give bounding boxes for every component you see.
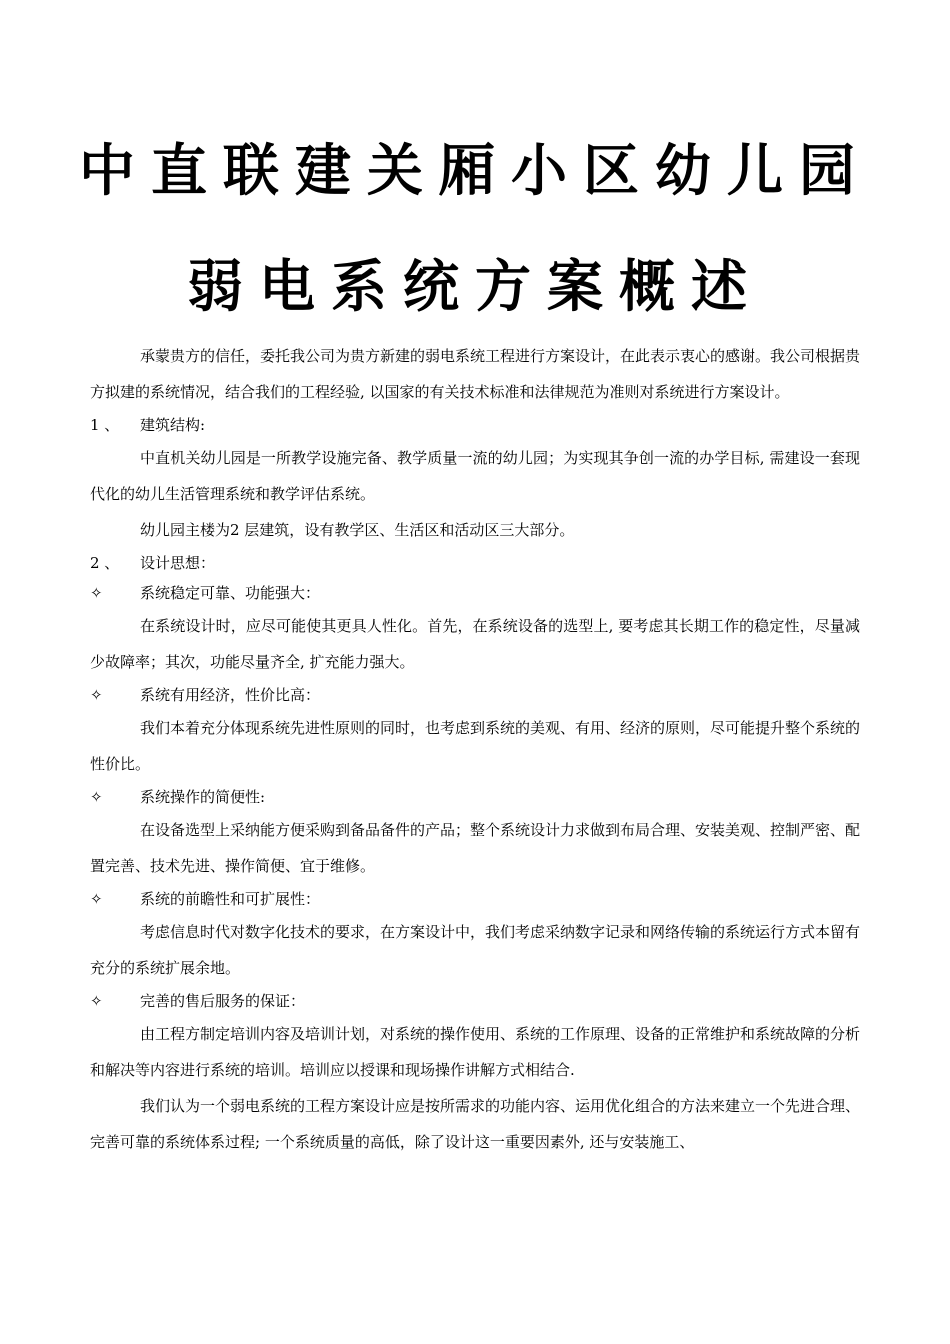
diamond-bullet-icon: ✧: [90, 890, 103, 908]
section-1-paragraph-1: 中直机关幼儿园是一所教学设施完备、教学质量一流的幼儿园；为实现其争创一流的办学目标, 需建设一套现代化的幼儿生活管理系统和教学评估系统。: [90, 449, 860, 503]
bullet-item-text: 在系统设计时，应尽可能使其更具人性化。首先，在系统设备的选型上, 要考虑其长期工作的稳定性，尽量减少故障率；其次，功能尽量齐全, 扩充能力强大。: [90, 617, 860, 671]
closing-paragraph: 我们认为一个弱电系统的工程方案设计应是按所需求的功能内容、运用优化组合的方法来建立一个先进合理、完善可靠的系统体系过程; 一个系统质量的高低，除了设计这一重要因素外, 还与安装施工、: [90, 1097, 861, 1151]
bullet-item-title: 系统操作的简便性:: [140, 788, 266, 806]
document-title-line-2: 弱电系统方案概述: [187, 255, 763, 320]
diamond-bullet-icon: ✧: [90, 788, 103, 806]
bullet-item-title: 系统稳定可靠、功能强大：: [140, 584, 321, 602]
bullet-item-title: 系统的前瞻性和可扩展性：: [140, 890, 321, 908]
diamond-bullet-icon: ✧: [90, 584, 103, 602]
document-title-line-1: 中直联建关厢小区幼儿园: [79, 139, 871, 204]
section-1-paragraph-2: 幼儿园主楼为2 层建筑，设有教学区、生活区和活动区三大部分。: [140, 521, 575, 539]
section-2-title: 设计思想：: [140, 554, 216, 572]
diamond-bullet-icon: ✧: [90, 992, 103, 1010]
bullet-item-heading: [90, 680, 860, 710]
bullet-item-heading: [90, 884, 860, 914]
bullet-item-title: 系统有用经济，性价比高：: [140, 686, 321, 704]
bullet-item-heading: [90, 578, 860, 608]
intro-paragraph: 承蒙贵方的信任，委托我公司为贵方新建的弱电系统工程进行方案设计，在此表示衷心的感谢。我公司根据贵方拟建的系统情况，结合我们的工程经验, 以国家的有关技术标准和法律规范为准则对系统进行方案设计。: [90, 347, 861, 401]
document-body: [90, 338, 860, 1160]
diamond-bullet-icon: ✧: [90, 686, 103, 704]
bullet-item-title: 完善的售后服务的保证：: [140, 992, 306, 1010]
bullet-item-heading: [90, 986, 860, 1016]
section-1-number: 1 、: [90, 416, 120, 434]
bullet-item-text: 我们本着充分体现系统先进性原则的同时，也考虑到系统的美观、有用、经济的原则，尽可能提升整个系统的性价比。: [90, 719, 861, 773]
section-1-title: 建筑结构:: [140, 416, 206, 434]
section-2-number: 2 、: [90, 554, 120, 572]
bullet-item-text: 由工程方制定培训内容及培训计划，对系统的操作使用、系统的工作原理、设备的正常维护和系统故障的分析和解决等内容进行系统的培训。培训应以授课和现场操作讲解方式相结合.: [90, 1025, 861, 1079]
section-2-heading: [90, 548, 860, 578]
section-1-heading: [90, 410, 860, 440]
bullet-item-text: 在设备选型上采纳能方便采购到备品备件的产品；整个系统设计力求做到布局合理、安装美观、控制严密、配置完善、技术先进、操作简便、宜于维修。: [90, 821, 861, 875]
bullet-item-text: 考虑信息时代对数字化技术的要求，在方案设计中，我们考虑采纳数字记录和网络传输的系统运行方式本留有充分的系统扩展余地。: [90, 923, 861, 977]
bullet-item-heading: [90, 782, 860, 812]
